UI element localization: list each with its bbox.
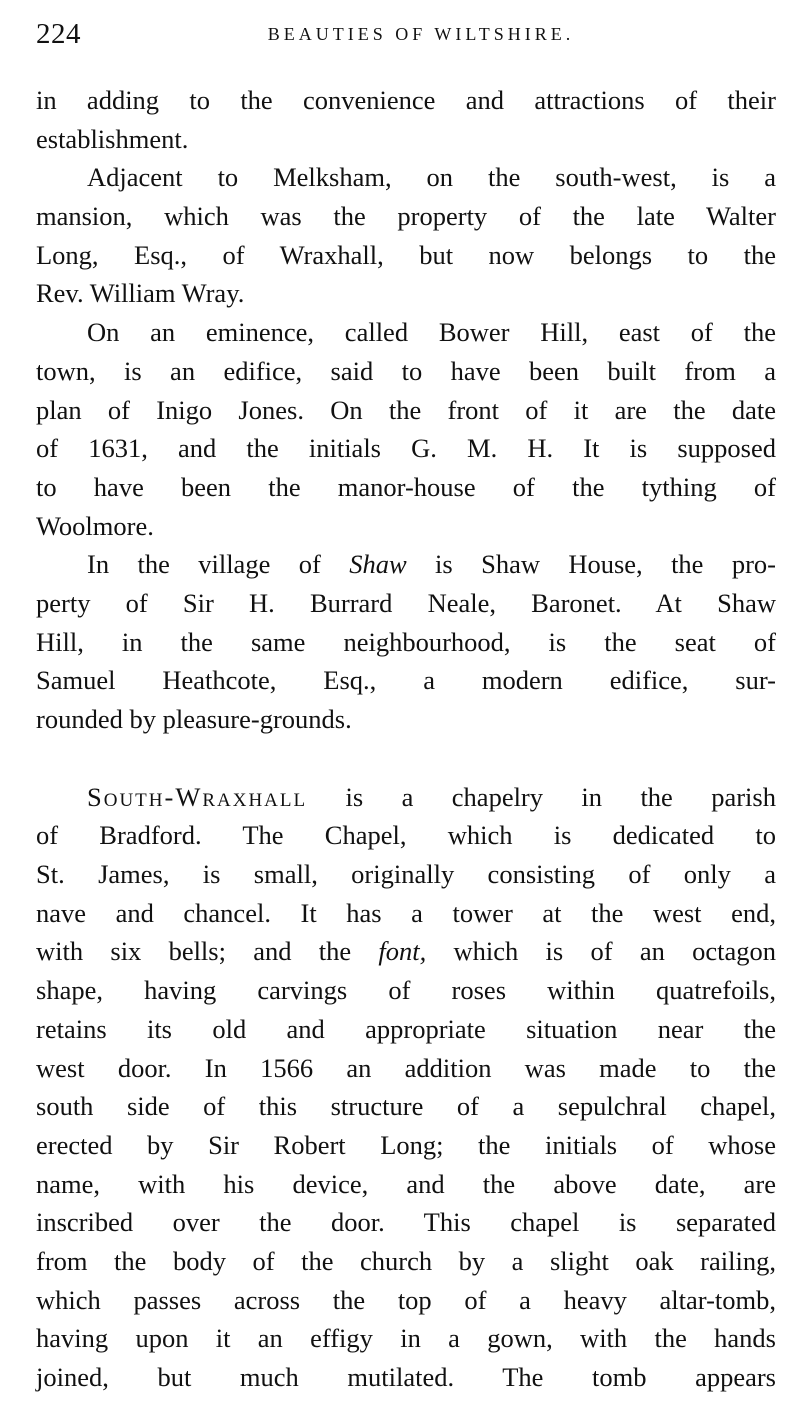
text-line: of 1631, and the initials G. M. H. It is supposed (36, 433, 776, 464)
text-line: to have been the manor-house of the tything of (36, 471, 776, 502)
text-line (36, 778, 776, 817)
text-run: with six bells; and the (36, 936, 379, 967)
paragraph-bower-hill (36, 313, 776, 545)
paragraph-shaw (36, 545, 776, 738)
section-heading-place: South-Wraxhall (87, 781, 308, 812)
text-line: Long, Esq., of Wraxhall, but now belongs to the (36, 239, 776, 270)
text-line: Hill, in the same neighbourhood, is the seat of (36, 626, 776, 657)
text-line: from the body of the church by a slight oak railing, (36, 1245, 776, 1276)
italic-term: font, (378, 936, 427, 967)
text-line: having upon it an effigy in a gown, with the hands (36, 1323, 776, 1354)
text-line: perty of Sir H. Burrard Neale, Baronet. At Shaw (36, 587, 776, 618)
text-line: plan of Inigo Jones. On the front of it are the date (36, 394, 776, 425)
text-line: in adding to the convenience and attractions of their (36, 85, 776, 115)
text-run: is a chapelry in the parish (307, 781, 776, 812)
text-line (36, 932, 776, 971)
text-line: mansion, which was the property of the late Walter (36, 201, 776, 232)
text-line: south side of this structure of a sepulchral chapel, (36, 1091, 776, 1122)
text-run: is Shaw House, the pro- (406, 549, 776, 580)
text-line (36, 545, 776, 584)
text-run: In the village of (87, 549, 350, 580)
text-line: establishment. (36, 123, 189, 154)
text-line: St. James, is small, originally consisting of only a (36, 859, 776, 890)
italic-place-name: Shaw (349, 549, 407, 580)
page-number: 224 (36, 18, 81, 50)
text-line: of Bradford. The Chapel, which is dedicated to (36, 820, 776, 851)
text-line: retains its old and appropriate situation near the (36, 1013, 776, 1044)
section-gap (36, 739, 776, 778)
text-line: shape, having carvings of roses within quatrefoils, (36, 975, 776, 1006)
text-line: Samuel Heathcote, Esq., a modern edifice, sur- (36, 665, 776, 696)
text-run: which is of an octagon (426, 936, 776, 967)
paragraph-continuation (36, 81, 776, 158)
running-title: BEAUTIES OF WILTSHIRE. (267, 24, 575, 44)
text-line: Adjacent to Melksham, on the south-west, is a (87, 162, 776, 193)
page-header (36, 14, 776, 54)
text-line: Rev. William Wray. (36, 278, 245, 309)
text-line: joined, but much mutilated. The tomb appears (36, 1362, 776, 1392)
text-line: inscribed over the door. This chapel is separated (36, 1207, 776, 1238)
text-line: On an eminence, called Bower Hill, east of the (87, 317, 776, 348)
text-line: which passes across the top of a heavy altar-tomb, (36, 1284, 776, 1315)
text-line: west door. In 1566 an addition was made to the (36, 1052, 776, 1083)
text-line: name, with his device, and the above date, are (36, 1168, 776, 1199)
text-line: town, is an edifice, said to have been built from a (36, 355, 776, 386)
body-text (36, 81, 776, 1397)
paragraph-melksham-mansion (36, 158, 776, 313)
paragraph-south-wraxhall (36, 778, 776, 1397)
text-line: nave and chancel. It has a tower at the west end, (36, 897, 776, 928)
text-line: Woolmore. (36, 510, 154, 541)
text-line: rounded by pleasure-grounds. (36, 704, 352, 734)
text-line: erected by Sir Robert Long; the initials of whose (36, 1129, 776, 1160)
